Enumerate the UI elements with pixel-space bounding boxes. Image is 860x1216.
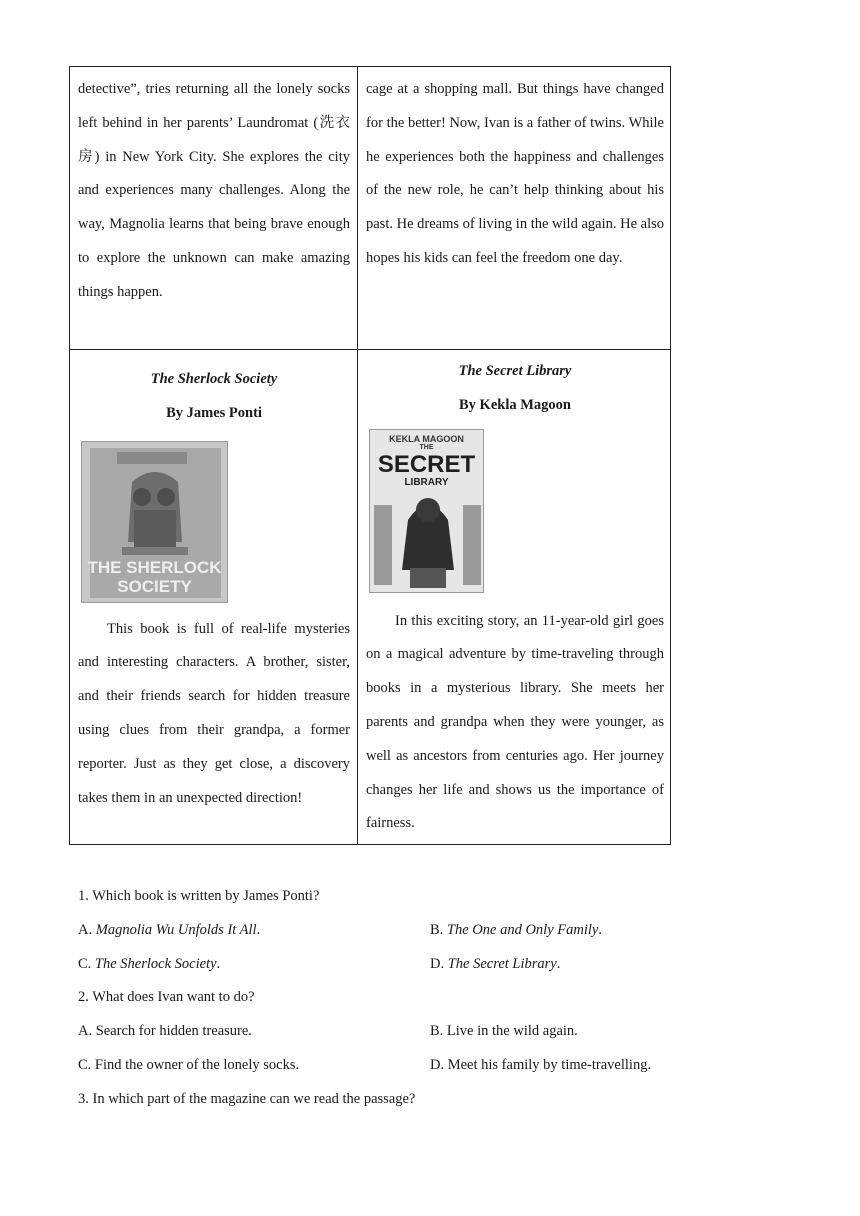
question-2-stem	[78, 981, 678, 1015]
sherlock-author: By James Ponti	[166, 404, 262, 421]
book-table	[69, 66, 671, 845]
sherlock-cover-image	[81, 441, 228, 603]
option-letter: A.	[78, 921, 96, 938]
secret-library-cover-title: SECRET	[377, 450, 476, 478]
sherlock-title: The Sherlock Society	[150, 371, 278, 387]
secret-library-author: By Kekla Magoon	[459, 396, 571, 413]
secret-library-cover-the: THE	[419, 443, 434, 451]
sherlock-description-text: This book is full of real-life mysteries and interesting characters. A brother, sister, and their friends search for hidden treasure using clues from their grandpa, a former reporter. Just as they get close, a discovery takes them in an unexpected direction!	[78, 620, 350, 806]
option-c[interactable]	[78, 948, 220, 982]
option-punctuation: .	[598, 921, 602, 938]
cell-ivan-description	[366, 73, 664, 276]
question-section	[78, 880, 678, 1117]
secret-library-title: The Secret Library	[458, 363, 572, 379]
secret-library-cover-image	[369, 429, 484, 593]
option-b[interactable]	[430, 914, 602, 948]
cell-sherlock-society	[78, 363, 350, 815]
cell-secret-library	[366, 355, 664, 841]
question-1-options-row-2	[78, 948, 678, 982]
question-1-options-row-1	[78, 914, 678, 948]
option-d[interactable]	[430, 948, 560, 982]
sherlock-cover-title: THE SHERLOCK SOCIETY	[87, 557, 222, 596]
secret-library-cover-subtitle: LIBRARY	[404, 476, 449, 488]
table-divider-vertical	[357, 67, 358, 844]
option-letter: D.	[430, 955, 448, 972]
option-book-title: The Secret Library	[447, 955, 557, 972]
option-b[interactable]: B. Live in the wild again.	[430, 1023, 578, 1040]
option-book-title: The One and Only Family	[446, 921, 599, 938]
question-1-stem	[78, 880, 678, 914]
option-punctuation: .	[256, 921, 261, 938]
question-text: 3. In which part of the magazine can we read the passage?	[78, 1090, 416, 1107]
cell-magnolia-description	[78, 73, 350, 310]
option-c[interactable]: C. Find the owner of the lonely socks.	[78, 1056, 300, 1073]
question-text: 2. What does Ivan want to do?	[78, 989, 255, 1006]
ivan-description-text: cage at a shopping mall. But things have changed for the better! Now, Ivan is a father of twins. While he experiences both the happiness and challenges of the new role, he can’t help thinking about his past. He dreams of living in the wild again. He also hopes his kids can feel the freedom one day.	[366, 81, 664, 266]
option-letter: C.	[78, 955, 95, 972]
option-punctuation: .	[216, 955, 221, 972]
option-a[interactable]: A. Search for hidden treasure.	[78, 1023, 252, 1040]
table-divider-horizontal	[70, 349, 670, 350]
option-book-title: The Sherlock Society	[94, 955, 217, 972]
question-2-options-row-2	[78, 1049, 678, 1083]
question-2-options-row-1	[78, 1015, 678, 1049]
option-book-title: Magnolia Wu Unfolds It All	[95, 921, 257, 938]
question-text: 1. Which book is written by James Ponti?	[78, 888, 320, 904]
option-a[interactable]	[78, 914, 260, 948]
magnolia-description-text: detective”, tries returning all the lonely socks left behind in her parents’ Laundromat (洗衣房) in New York City. She explores the city and experiences many challenges. Along the way, Magnolia learns that being brave enough to explore the unknown can make amazing things happen.	[78, 81, 350, 300]
question-3-stem	[78, 1083, 678, 1117]
secret-library-description-text: In this exciting story, an 11-year-old girl goes on a magical adventure by time-traveling through books in a mysterious library. She meets her parents and grandpa when they were younger, as well as ancestors from centuries ago. Her journey changes her life and shows us the importance of fairness.	[366, 612, 664, 832]
option-letter: B.	[430, 921, 447, 938]
option-punctuation: .	[556, 955, 561, 972]
secret-library-cover-author: KEKLA MAGOON	[389, 433, 464, 444]
option-d[interactable]: D. Meet his family by time-travelling.	[430, 1056, 652, 1073]
